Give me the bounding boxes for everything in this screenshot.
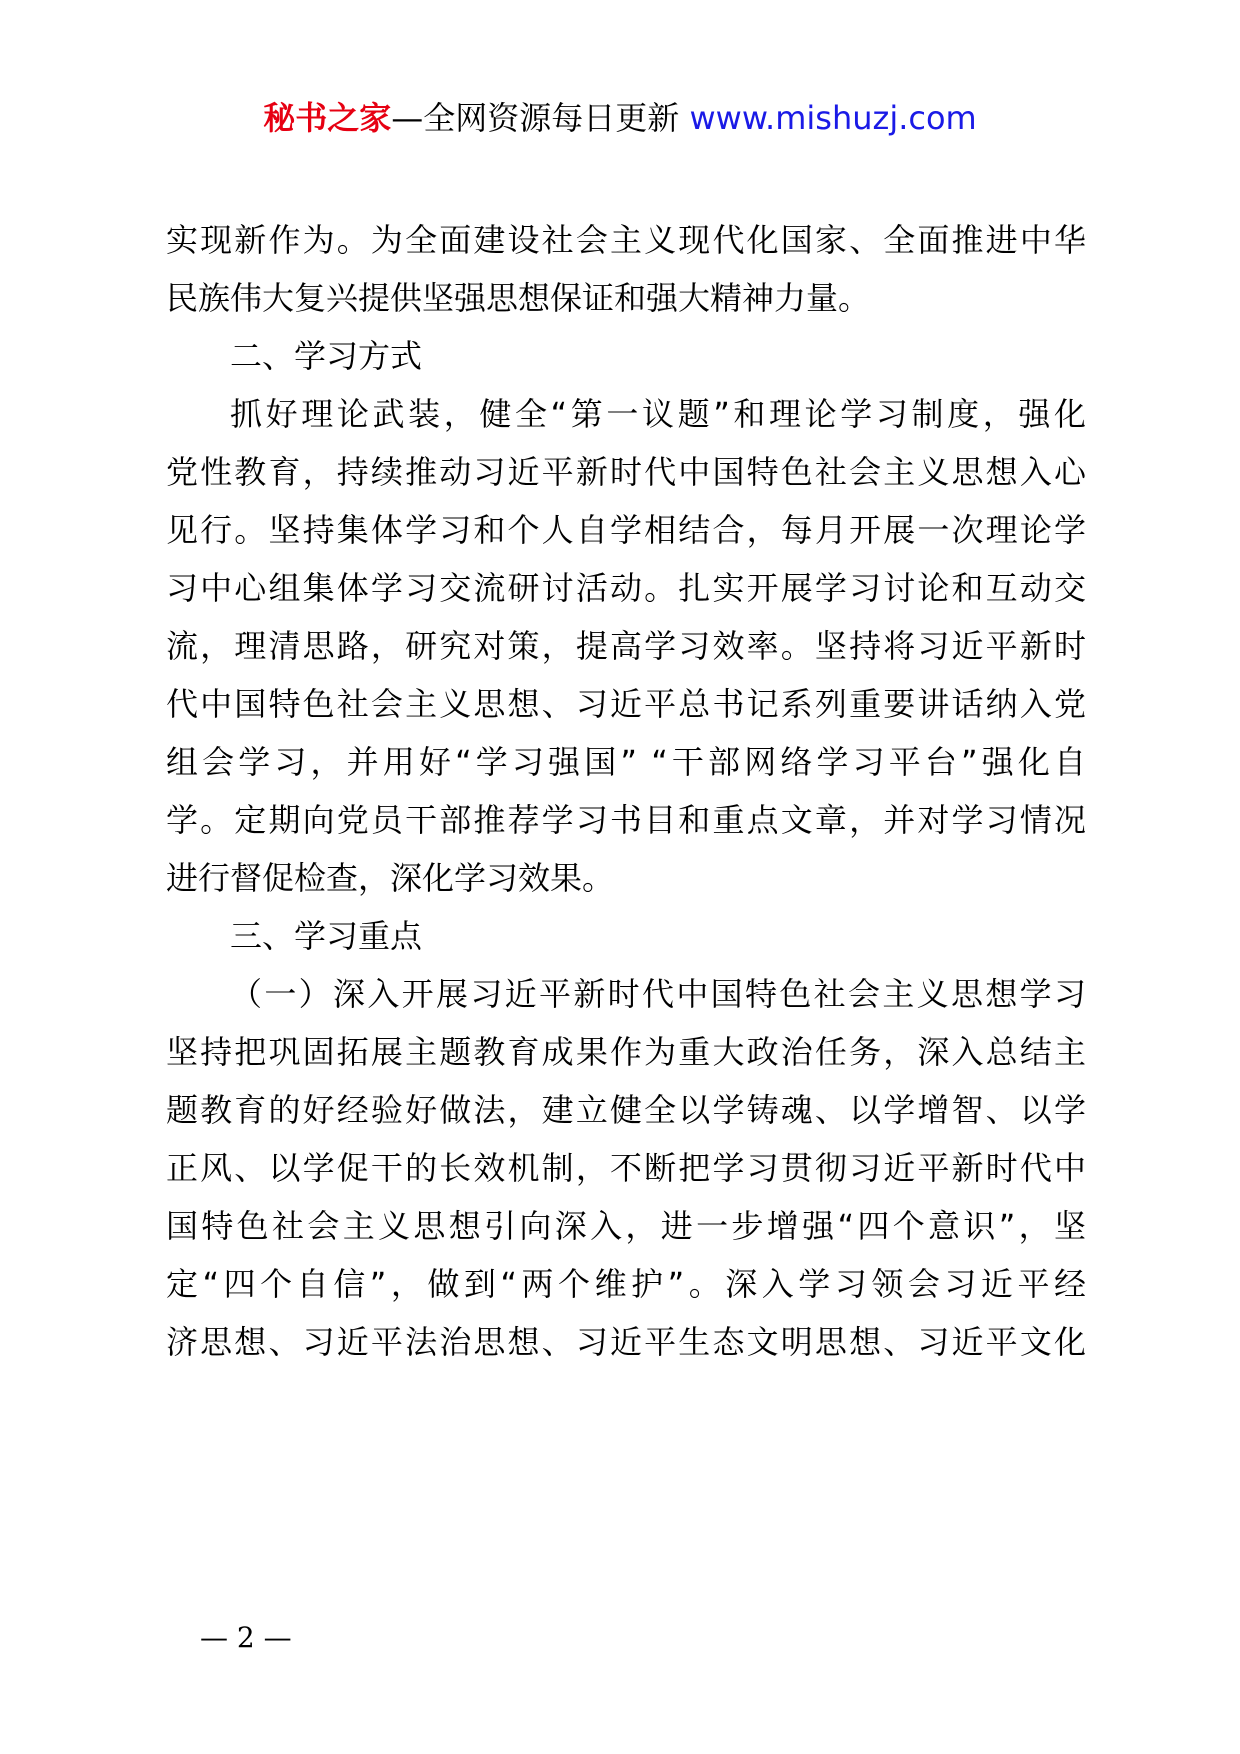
body-line: 题教育的好经验好做法，建立健全以学铸魂、以学增智、以学 [166, 1091, 1086, 1129]
body-line: 进行督促检查，深化学习效果。 [166, 859, 615, 897]
body-line: 坚持把巩固拓展主题教育成果作为重大政治任务，深入总结主 [166, 1033, 1086, 1071]
body-line: 流，理清思路，研究对策，提高学习效率。坚持将习近平新时 [166, 627, 1086, 665]
site-brand[interactable]: 秘书之家 [263, 99, 392, 137]
section-heading-study-focus: 三、学习重点 [230, 917, 423, 955]
body-line: 民族伟大复兴提供坚强思想保证和强大精神力量。 [166, 279, 871, 317]
body-line: 济思想、习近平法治思想、习近平生态文明思想、习近平文化 [166, 1323, 1086, 1361]
subsection-heading: （一）深入开展习近平新时代中国特色社会主义思想学习 [230, 975, 1086, 1013]
body-line: 学。定期向党员干部推荐学习书目和重点文章，并对学习情况 [166, 801, 1086, 839]
page-number: — 2 — [200, 1621, 292, 1654]
body-line: 代中国特色社会主义思想、习近平总书记系列重要讲话纳入党 [166, 685, 1086, 723]
body-line: 抓好理论武装，健全“第一议题”和理论学习制度，强化 [230, 395, 1086, 433]
body-line: 定“四个自信”，做到“两个维护”。深入学习领会习近平经 [166, 1265, 1086, 1303]
body-line: 正风、以学促干的长效机制，不断把学习贯彻习近平新时代中 [166, 1149, 1086, 1187]
body-line: 习中心组集体学习交流研讨活动。扎实开展学习讨论和互动交 [166, 569, 1086, 607]
site-url-link[interactable]: www.mishuzj.com [689, 99, 977, 137]
section-heading-study-method: 二、学习方式 [230, 337, 423, 375]
site-tagline: —全网资源每日更新 [391, 99, 680, 137]
body-line: 见行。坚持集体学习和个人自学相结合，每月开展一次理论学 [166, 511, 1086, 549]
body-line: 组会学习，并用好“学习强国” “干部网络学习平台”强化自 [166, 743, 1086, 781]
body-line: 党性教育，持续推动习近平新时代中国特色社会主义思想入心 [166, 453, 1086, 491]
body-line: 国特色社会主义思想引向深入，进一步增强“四个意识”，坚 [166, 1207, 1086, 1245]
body-line: 实现新作为。为全面建设社会主义现代化国家、全面推进中华 [166, 221, 1086, 259]
